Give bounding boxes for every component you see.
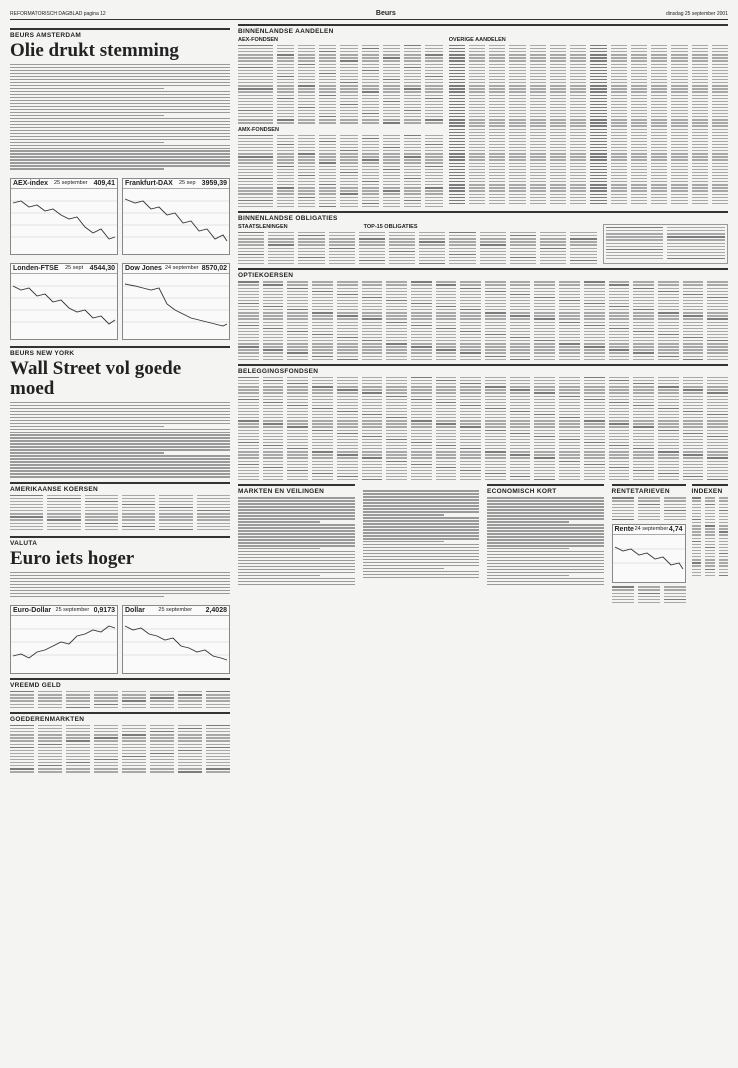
chart-date: 25 september — [53, 179, 88, 186]
chart-date: 25 sept — [65, 264, 84, 271]
subsection-title: AMX-FONDSEN — [238, 126, 279, 133]
economic-column — [487, 484, 604, 603]
section-heading: BELEGGINGSFONDSEN — [238, 364, 728, 375]
chart-value: 4,74 — [668, 526, 683, 534]
info-box — [603, 224, 729, 264]
article-kicker: VALUTA — [10, 536, 230, 547]
subsection-title: TOP-15 OBLIGATIES — [363, 224, 418, 231]
chart-rente — [612, 524, 686, 583]
table-indexes — [692, 497, 729, 576]
table-aex-funds — [238, 45, 443, 124]
chart-rente-plot — [613, 535, 685, 577]
chart-dollar — [122, 605, 230, 674]
table-american — [10, 495, 230, 530]
subsection-title: VREEMD GELD — [10, 678, 230, 689]
article-headline: Olie drukt stemming — [10, 40, 179, 61]
chart-title: AEX-index — [13, 179, 49, 187]
chart-value: 3959,39 — [201, 179, 227, 187]
markets-column — [238, 484, 355, 603]
article-headline: Euro iets hoger — [10, 547, 135, 569]
chart-title: Dow Jones — [125, 264, 162, 272]
chart-eurodollar — [10, 605, 118, 674]
chart-value: 4544,30 — [89, 264, 115, 272]
chart-eurodollar-plot — [11, 616, 117, 668]
chart-dax — [122, 178, 230, 255]
chart-aex-plot — [11, 189, 117, 249]
left-column — [10, 24, 230, 773]
chart-title: Rente — [614, 526, 634, 534]
chart-dow — [122, 263, 230, 340]
table-options — [238, 281, 728, 360]
section-title: Beurs — [375, 10, 396, 17]
spacer — [363, 484, 480, 488]
chart-dow-plot — [123, 274, 229, 334]
table-rates-2 — [612, 586, 686, 603]
chart-date: 25 september — [55, 607, 90, 614]
chart-date: 24 september — [165, 264, 199, 271]
table-funds — [238, 377, 728, 480]
table-bonds — [238, 232, 597, 264]
section-heading: OPTIEKOERSEN — [238, 268, 728, 279]
chart-value: 0,9173 — [93, 607, 115, 615]
article-kicker: BEURS NEW YORK — [10, 346, 230, 357]
markets-text-2 — [363, 490, 480, 578]
article-kicker: BEURS AMSTERDAM — [10, 28, 230, 39]
section-heading: ECONOMISCH KORT — [487, 484, 604, 495]
chart-dax-plot — [123, 189, 229, 249]
table-commodities — [10, 725, 230, 773]
masthead-date: dinsdag 25 september 2001 — [666, 11, 728, 17]
article-body — [10, 572, 230, 597]
subsection-title: STAATSLENINGEN — [238, 224, 288, 231]
chart-ftse-plot — [11, 274, 117, 334]
chart-value: 409,41 — [93, 179, 115, 187]
chart-date: 24 september — [634, 526, 669, 533]
chart-value: 8570,02 — [201, 264, 227, 272]
article-body — [10, 402, 230, 478]
chart-date: 25 sep — [179, 179, 196, 186]
chart-aex — [10, 178, 118, 255]
markets-column-2 — [363, 484, 480, 603]
article-body — [10, 64, 230, 170]
chart-value: 2,4028 — [205, 607, 227, 615]
masthead-left: REFORMATORISCH DAGBLAD pagina 12 — [10, 11, 106, 17]
chart-dollar-plot — [123, 616, 229, 668]
economic-text — [487, 497, 604, 585]
section-heading: GOEDERENMARKTEN — [10, 712, 230, 723]
table-rates — [612, 497, 686, 520]
article-headline: Wall Street vol goede moed — [10, 357, 182, 399]
section-heading: INDEXEN — [692, 484, 729, 495]
chart-ftse — [10, 263, 118, 340]
subsection-title: AEX-FONDSEN — [238, 37, 279, 43]
rates-index-column — [612, 484, 729, 603]
chart-title: Euro-Dollar — [13, 607, 52, 615]
markets-text — [238, 497, 355, 585]
masthead — [10, 10, 728, 20]
table-currency — [10, 691, 230, 708]
section-heading: BINNENLANDSE OBLIGATIES — [238, 211, 728, 222]
table-other-shares — [449, 45, 728, 204]
section-heading: RENTETARIEVEN — [612, 484, 686, 495]
chart-title: Dollar — [125, 607, 145, 615]
chart-date: 25 september — [158, 607, 193, 614]
subsection-title: AMERIKAANSE KOERSEN — [10, 482, 230, 493]
section-heading: BINNENLANDSE AANDELEN — [238, 24, 728, 35]
section-heading: MARKTEN EN VEILINGEN — [238, 484, 355, 495]
subsection-title: OVERIGE AANDELEN — [448, 37, 506, 43]
chart-title: Frankfurt-DAX — [125, 179, 173, 187]
chart-title: Londen-FTSE — [13, 264, 59, 272]
right-column — [238, 24, 728, 773]
table-amx-funds — [238, 135, 443, 207]
